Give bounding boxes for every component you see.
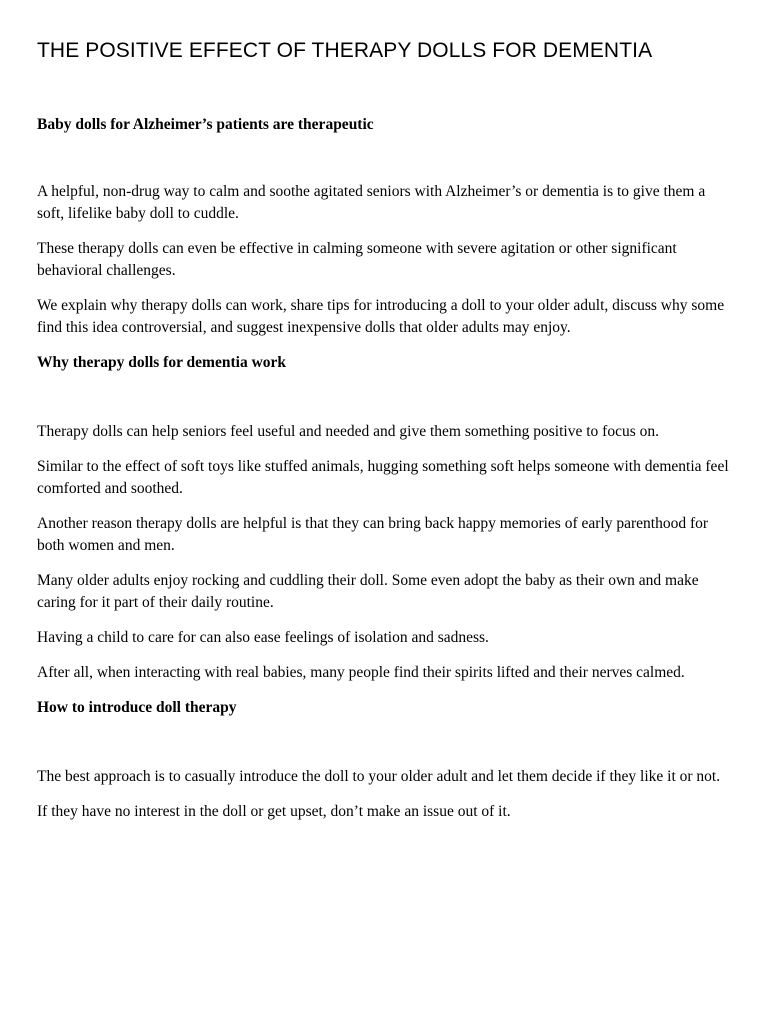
paragraph: We explain why therapy dolls can work, share tips for introducing a doll to your older adult, discuss why some find this idea controversial, and suggest inexpensive dolls that older adults may enjoy. — [37, 297, 725, 336]
section-heading-therapeutic: Baby dolls for Alzheimer’s patients are therapeutic — [37, 116, 374, 133]
section-heading-how-introduce: How to introduce doll therapy — [37, 699, 237, 716]
section-heading-why-work: Why therapy dolls for dementia work — [37, 354, 287, 371]
paragraph: Similar to the effect of soft toys like stuffed animals, hugging something soft helps someone with dementia feel comforted and soothed. — [37, 458, 729, 497]
paragraph: Another reason therapy dolls are helpful is that they can bring back happy memories of early parenthood for both women and men. — [37, 515, 709, 554]
paragraph: If they have no interest in the doll or get upset, don’t make an issue out of it. — [37, 803, 511, 820]
paragraph: These therapy dolls can even be effective in calming someone with severe agitation or other significant behavioral challenges. — [37, 240, 677, 279]
paragraph: The best approach is to casually introduce the doll to your older adult and let them decide if they like it or not. — [37, 768, 721, 785]
paragraph: A helpful, non-drug way to calm and soothe agitated seniors with Alzheimer’s or dementia is to give them a soft, lifelike baby doll to cuddle. — [37, 183, 706, 222]
paragraph: Many older adults enjoy rocking and cuddling their doll. Some even adopt the baby as their own and make caring for it part of their daily routine. — [37, 572, 699, 611]
paragraph: Having a child to care for can also ease feelings of isolation and sadness. — [37, 629, 489, 646]
paragraph: After all, when interacting with real babies, many people find their spirits lifted and their nerves calmed. — [37, 664, 685, 681]
paragraph: Therapy dolls can help seniors feel useful and needed and give them something positive to focus on. — [37, 423, 659, 440]
document-title: THE POSITIVE EFFECT OF THERAPY DOLLS FOR DEMENTIA — [37, 39, 653, 62]
